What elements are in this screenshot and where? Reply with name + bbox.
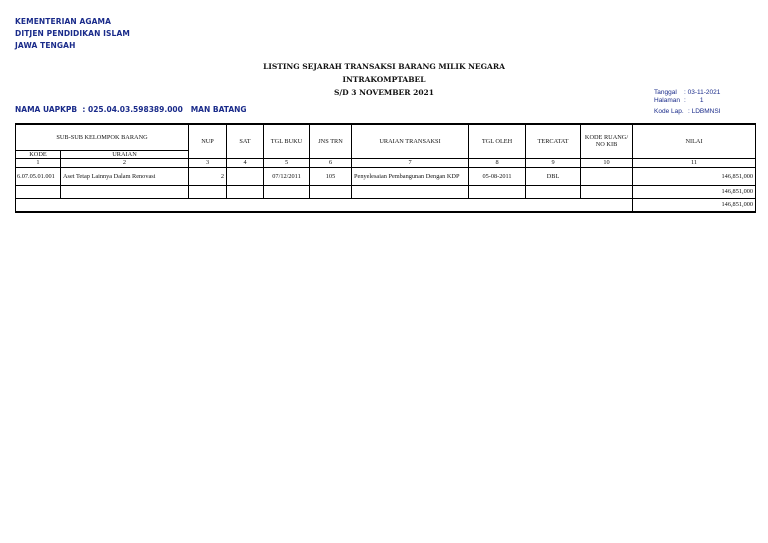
meta-halaman-label: Halaman: [654, 97, 681, 104]
unit-name: NAMA UAPKPB : 025.04.03.598389.000 MAN BATANG: [15, 105, 247, 114]
header-nilai: NILAI: [633, 124, 756, 158]
header-kode: KODE: [16, 150, 61, 158]
cell-kode-ruang: [581, 167, 633, 185]
column-number: 4: [227, 158, 264, 167]
column-number: 10: [581, 158, 633, 167]
header-jns-trn: JNS TRN: [310, 124, 352, 158]
subtotal-row: [16, 185, 756, 198]
subtotal-value: 146,851,000: [633, 185, 756, 198]
org-name: KEMENTERIAN AGAMA: [15, 17, 112, 26]
column-number-row: [16, 158, 756, 167]
cell-tercatat: DBL: [526, 167, 581, 185]
cell-nup: 2: [189, 167, 227, 185]
report-subtitle: INTRAKOMPTABEL: [342, 75, 426, 84]
header-tgl-buku: TGL BUKU: [264, 124, 310, 158]
meta-halaman: [654, 97, 703, 105]
column-number: 6: [310, 158, 352, 167]
header-sub-sub-kelompok: SUB-SUB KELOMPOK BARANG: [16, 124, 189, 150]
meta-tanggal: [654, 89, 720, 97]
org-region: JAWA TENGAH: [15, 41, 76, 50]
column-number: 2: [61, 158, 189, 167]
report-period: S/D 3 NOVEMBER 2021: [334, 88, 434, 97]
column-number: 9: [526, 158, 581, 167]
report-title: LISTING SEJARAH TRANSAKSI BARANG MILIK NEGARA: [263, 62, 505, 71]
meta-halaman-sep: :: [684, 97, 686, 104]
header-tgl-oleh: TGL OLEH: [469, 124, 526, 158]
cell-uraian: Aset Tetap Lainnya Dalam Renovasi: [61, 167, 189, 185]
transaction-table: [15, 123, 756, 213]
meta-tanggal-value: : 03-11-2021: [684, 89, 721, 96]
header-nup: NUP: [189, 124, 227, 158]
cell-kode: 6.07.05.01.001: [16, 167, 61, 185]
header-uraian-transaksi: URAIAN TRANSAKSI: [352, 124, 469, 158]
meta-halaman-value: 1: [699, 97, 704, 104]
cell-jns-trn: 105: [310, 167, 352, 185]
column-number: 8: [469, 158, 526, 167]
meta-kode-lap: [654, 108, 721, 116]
column-number: 7: [352, 158, 469, 167]
total-row: [16, 198, 756, 212]
cell-sat: [227, 167, 264, 185]
cell-tgl-buku: 07/12/2011: [264, 167, 310, 185]
header-uraian: URAIAN: [61, 150, 189, 158]
header-sat: SAT: [227, 124, 264, 158]
column-number: 11: [633, 158, 756, 167]
org-directorate: DITJEN PENDIDIKAN ISLAM: [15, 29, 130, 38]
table-row: [16, 167, 756, 185]
meta-kode-lap-label: Kode Lap.: [654, 108, 684, 115]
meta-tanggal-label: Tanggal: [654, 89, 677, 96]
meta-kode-lap-value: : LDBMNSI: [688, 108, 721, 115]
column-number: 1: [16, 158, 61, 167]
header-kode-ruang: KODE RUANG/ NO KIB: [581, 124, 633, 158]
cell-tgl-oleh: 05-08-2011: [469, 167, 526, 185]
column-number: 3: [189, 158, 227, 167]
total-value: 146,851,000: [633, 198, 756, 212]
cell-uraian-transaksi: Penyelesaian Pembangunan Dengan KDP: [352, 167, 469, 185]
column-number: 5: [264, 158, 310, 167]
cell-nilai: 146,851,000: [633, 167, 756, 185]
header-tercatat: TERCATAT: [526, 124, 581, 158]
